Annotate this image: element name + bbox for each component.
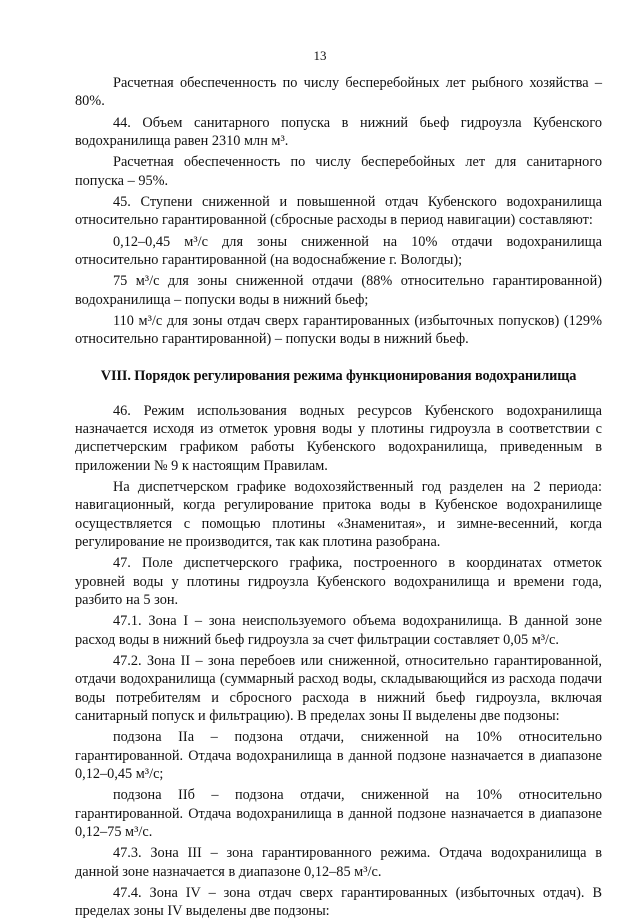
paragraph-subzone-iib: подзона IIб – подзона отдачи, сниженной на 10% относительно гарантированной. Отдача водохранилища в данной подзоне назначается в диапазоне 0,12–75 м³/с. [75,787,602,840]
paragraph-dispatch-periods: На диспетчерском графике водохозяйственный год разделен на 2 периода: навигационный, когда регулирование притока воды в Кубенское водохранилище осуществляется с помощью плотины «Знаменитая», и зимне-весенний, когда регулирование не производится, так как плотина разобрана. [75,479,602,550]
paragraph-step-excess-129: 110 м³/с для зоны отдач сверх гарантированных (избыточных попусков) (129% относительно гарантированной) – попуски воды в нижний бьеф. [75,313,602,348]
paragraph-subzone-iia: подзона IIа – подзона отдачи, сниженной на 10% относительно гарантированной. Отдача водохранилища в данной подзоне назначается в диапазоне 0,12–0,45 м³/с; [75,729,602,782]
paragraph-step-reduced-88: 75 м³/с для зоны сниженной отдачи (88% относительно гарантированной) водохранилища – попуски воды в нижний бьеф; [75,273,602,308]
paragraph-47-1-zone-i: 47.1. Зона I – зона неиспользуемого объема водохранилища. В данной зоне расход воды в нижний бьеф гидроузла за счет фильтрации составляет 0,05 м³/с. [75,613,602,648]
paragraph-sanitary-reliability: Расчетная обеспеченность по числу бесперебойных лет для санитарного попуска – 95%. [75,154,602,189]
paragraph-47-zones: 47. Поле диспетчерского графика, построенного в координатах отметок уровней воды у плотины гидроузла Кубенского водохранилища и времени года, разбито на 5 зон. [75,555,602,608]
page-number: 13 [313,48,327,63]
paragraph-45-release-steps: 45. Ступени сниженной и повышенной отдач Кубенского водохранилища относительно гарантированной (сбросные расходы в период навигации) составляют: [75,194,602,229]
document-body [75,74,602,924]
paragraph-step-reduced-10: 0,12–0,45 м³/с для зоны сниженной на 10% отдачи водохранилища относительно гарантированной (на водоснабжение г. Вологды); [75,233,602,269]
paragraph-47-2-zone-ii: 47.2. Зона II – зона перебоев или сниженной, относительно гарантированной, отдачи водохранилища (суммарный расход воды, складывающийся из расхода подачи воды потребителям и сбросного расхода в нижний бьеф гидроузла, включая санитарный попуск и фильтрацию). В пределах зоны II выделены две подзоны: [75,652,602,724]
paragraph-47-3-zone-iii: 47.3. Зона III – зона гарантированного режима. Отдача водохранилища в данной зоне назначается в диапазоне 0,12–85 м³/с. [75,845,602,880]
paragraph-46-regime: 46. Режим использования водных ресурсов Кубенского водохранилища назначается исходя из отметок уровня воды у плотины гидроузла в соответствии с диспетчерским графиком работы Кубенского водохранилища, приведенным в приложении № 9 к настоящим Правилам. [75,402,602,474]
paragraph-fishery-reliability: Расчетная обеспеченность по числу бесперебойных лет рыбного хозяйства – 80%. [75,75,602,110]
paragraph-44-sanitary-release: 44. Объем санитарного попуска в нижний бьеф гидроузла Кубенского водохранилища равен 2310 млн м³. [75,114,602,149]
section-heading: VIII. Порядок регулирования режима функционирования водохранилища [100,367,577,384]
paragraph-47-4-zone-iv: 47.4. Зона IV – зона отдач сверх гарантированных (избыточных отдач). В пределах зоны IV выделены две подзоны: [75,884,602,920]
